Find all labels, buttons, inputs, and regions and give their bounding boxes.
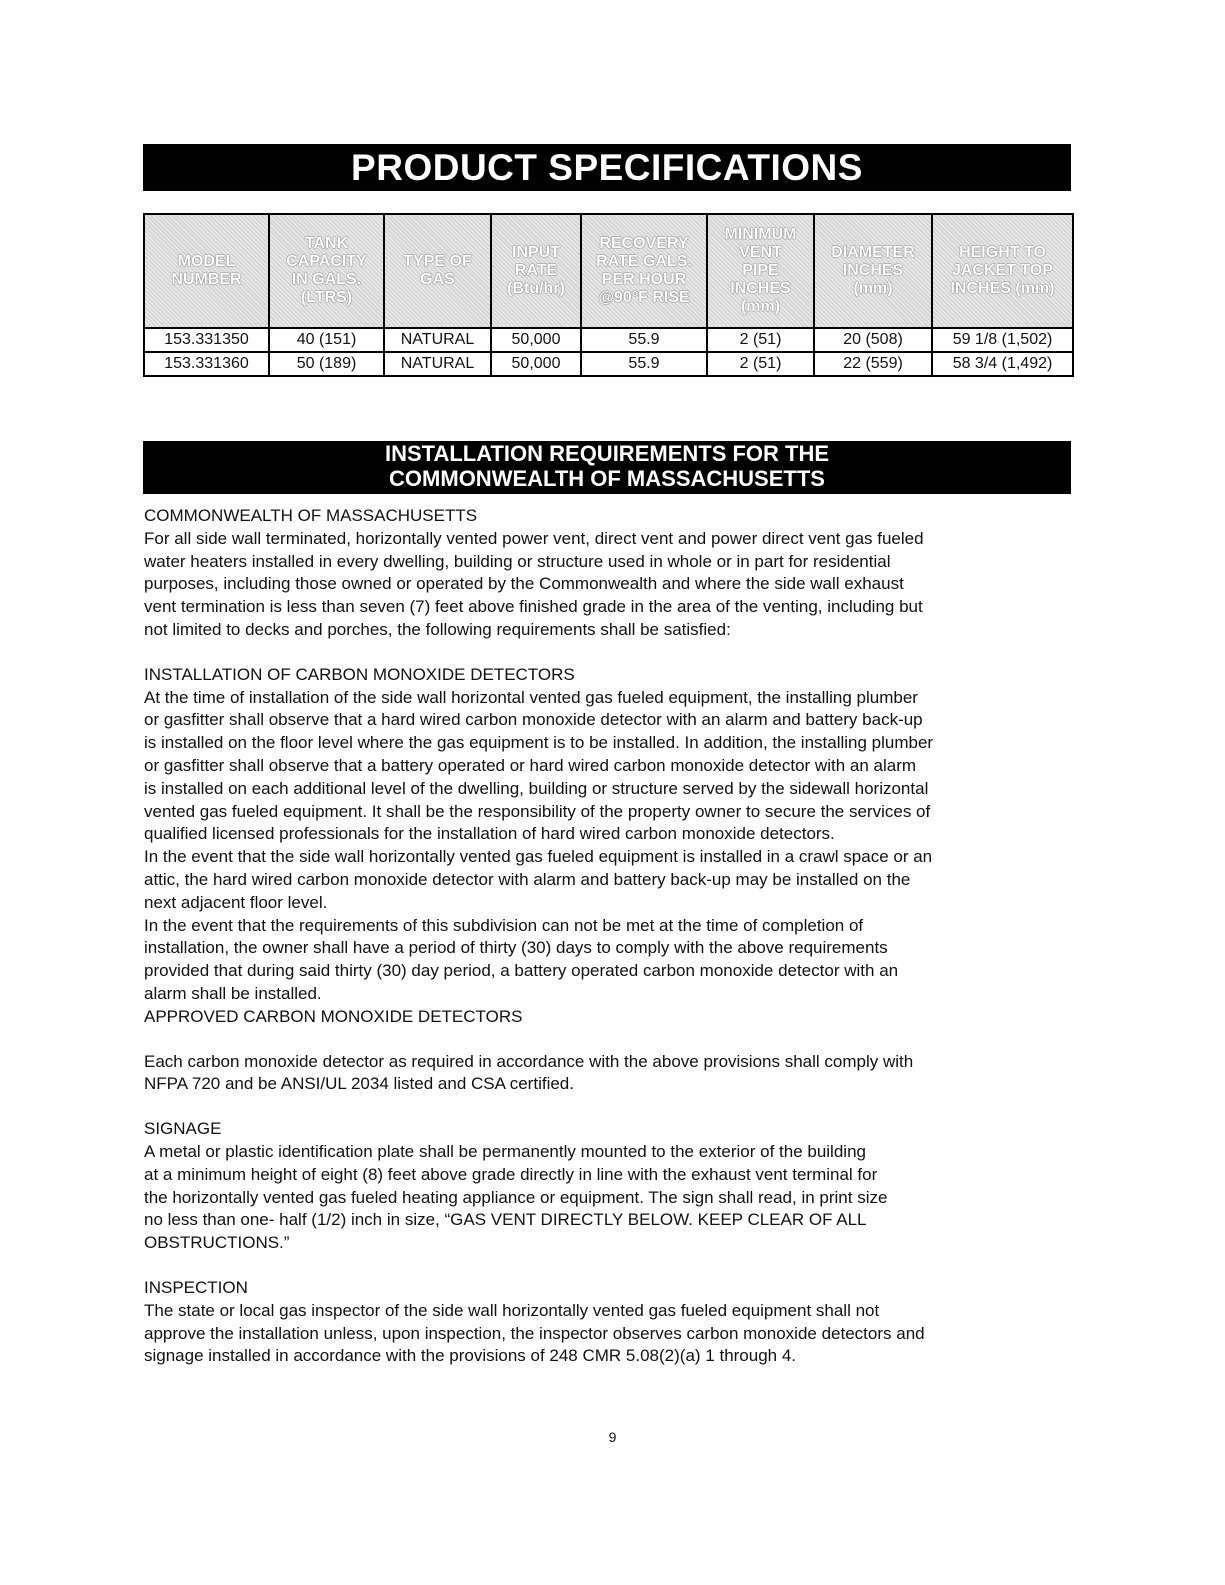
column-header-line: (LTRS) <box>300 289 353 306</box>
section-title-line-2: COMMONWEALTH OF MASSACHUSETTS <box>389 466 825 491</box>
column-header-line: PER HOUR <box>601 271 687 288</box>
table-cell: 40 (151) <box>269 328 384 352</box>
text-line: For all side wall terminated, horizontally vented power vent, direct vent and power direct vent gas fueled <box>144 528 924 548</box>
column-header-line: VENT <box>739 244 782 261</box>
text-line: Each carbon monoxide detector as required in accordance with the above provisions shall comply with <box>144 1051 914 1071</box>
text-line: installation, the owner shall have a period of thirty (30) days to comply with the above requirements <box>144 938 888 958</box>
text-line: not limited to decks and porches, the following requirements shall be satisfied: <box>144 619 731 639</box>
column-header-line: (mm) <box>853 280 893 297</box>
paragraph-commonwealth <box>144 528 1069 642</box>
body-text <box>144 505 1069 1368</box>
table-cell: 153.331360 <box>144 352 269 376</box>
column-header-line: INCHES <box>730 280 791 297</box>
table-cell: 55.9 <box>581 352 707 376</box>
text-line: In the event that the side wall horizontally vented gas fueled equipment is installed in a crawl space or an <box>144 847 933 867</box>
text-line: A metal or plastic identification plate shall be permanently mounted to the exterior of the building <box>144 1141 866 1161</box>
text-line: vented gas fueled equipment. It shall be the responsibility of the property owner to secure the services of <box>144 801 931 821</box>
paragraph-signage <box>144 1141 1069 1255</box>
heading-signage: SIGNAGE <box>144 1119 222 1139</box>
page-title: PRODUCT SPECIFICATIONS <box>351 147 863 188</box>
table-cell: NATURAL <box>384 352 491 376</box>
product-specifications-banner <box>143 144 1071 191</box>
text-line: signage installed in accordance with the provisions of 248 CMR 5.08(2)(a) 1 through 4. <box>144 1346 797 1366</box>
column-header-line: TANK <box>304 235 349 252</box>
text-line: qualified licensed professionals for the installation of hard wired carbon monoxide detectors. <box>144 824 835 844</box>
column-header-line: NUMBER <box>171 271 242 288</box>
column-header-line: JACKET TOP <box>951 262 1054 279</box>
column-header <box>491 214 581 328</box>
table-cell: 55.9 <box>581 328 707 352</box>
text-line: attic, the hard wired carbon monoxide detector with alarm and battery back-up may be installed on the <box>144 869 911 889</box>
column-header <box>932 214 1073 328</box>
column-header-line: MODEL <box>177 253 236 270</box>
table-header-row <box>144 214 1073 328</box>
table-cell: 50,000 <box>491 328 581 352</box>
paragraph-co-detectors <box>144 687 1069 1006</box>
column-header <box>814 214 932 328</box>
heading-co-detectors: INSTALLATION OF CARBON MONOXIDE DETECTORS <box>144 664 575 684</box>
text-line: NFPA 720 and be ANSI/UL 2034 listed and CSA certified. <box>144 1074 574 1094</box>
heading-approved-detectors: APPROVED CARBON MONOXIDE DETECTORS <box>144 1006 523 1026</box>
table-cell: 20 (508) <box>814 328 932 352</box>
column-header <box>384 214 491 328</box>
column-header-line: PIPE <box>742 262 779 279</box>
column-header-line: (Btu/hr) <box>507 280 565 297</box>
text-line: or gasfitter shall observe that a hard wired carbon monoxide detector with an alarm and battery back-up <box>144 710 923 730</box>
text-line: provided that during said thirty (30) day period, a battery operated carbon monoxide detector with an <box>144 961 899 981</box>
text-line: water heaters installed in every dwelling, building or structure used in whole or in part for residential <box>144 551 891 571</box>
page-number: 9 <box>608 1429 617 1445</box>
text-line: alarm shall be installed. <box>144 983 322 1003</box>
column-header-line: INPUT <box>512 244 560 261</box>
text-line: purposes, including those owned or operated by the Commonwealth and where the side wall exhaust <box>144 574 904 594</box>
column-header-line: INCHES (mm) <box>950 280 1055 297</box>
text-line: The state or local gas inspector of the side wall horizontally vented gas fueled equipment shall not <box>144 1300 880 1320</box>
column-header-line: DIAMETER <box>831 244 915 261</box>
text-line: next adjacent floor level. <box>144 892 328 912</box>
column-header <box>707 214 814 328</box>
table-cell: 22 (559) <box>814 352 932 376</box>
paragraph-inspection <box>144 1300 1069 1368</box>
text-line: is installed on the floor level where the gas equipment is to be installed. In addition, the installing plumber <box>144 733 934 753</box>
column-header-line: TYPE OF <box>403 253 472 270</box>
column-header-line: RATE <box>514 262 558 279</box>
table-cell: 153.331350 <box>144 328 269 352</box>
table-cell: NATURAL <box>384 328 491 352</box>
column-header-line: CAPACITY <box>286 253 367 270</box>
text-line: at a minimum height of eight (8) feet above grade directly in line with the exhaust vent terminal for <box>144 1164 878 1184</box>
column-header <box>581 214 707 328</box>
text-line: no less than one- half (1/2) inch in size, “GAS VENT DIRECTLY BELOW. KEEP CLEAR OF ALL <box>144 1210 867 1230</box>
column-header-line: @90°F RISE <box>598 289 690 306</box>
column-header-line: IN GALS. <box>291 271 362 288</box>
column-header <box>269 214 384 328</box>
heading-inspection: INSPECTION <box>144 1277 248 1297</box>
column-header-line: RECOVERY <box>599 235 689 252</box>
table-cell: 2 (51) <box>707 328 814 352</box>
column-header-line: (mm) <box>740 298 781 315</box>
text-line: In the event that the requirements of this subdivision can not be met at the time of completion of <box>144 915 864 935</box>
spec-table <box>143 213 1074 377</box>
table-cell: 58 3/4 (1,492) <box>932 352 1073 376</box>
table-cell: 50,000 <box>491 352 581 376</box>
text-line: or gasfitter shall observe that a battery operated or hard wired carbon monoxide detector with an alarm <box>144 755 917 775</box>
table-row <box>144 352 1073 376</box>
text-line: OBSTRUCTIONS.” <box>144 1233 290 1253</box>
text-line: At the time of installation of the side wall horizontal vented gas fueled equipment, the installing plumber <box>144 687 918 707</box>
text-line: the horizontally vented gas fueled heating appliance or equipment. The sign shall read, in print size <box>144 1187 888 1207</box>
column-header-line: MINIMUM <box>724 226 797 243</box>
table-cell: 59 1/8 (1,502) <box>932 328 1073 352</box>
installation-requirements-banner <box>143 441 1071 494</box>
column-header-line: RATE GALS. <box>596 253 692 270</box>
table-row <box>144 328 1073 352</box>
table-cell: 2 (51) <box>707 352 814 376</box>
column-header <box>144 214 269 328</box>
heading-commonwealth: COMMONWEALTH OF MASSACHUSETTS <box>144 506 478 525</box>
table-cell: 50 (189) <box>269 352 384 376</box>
text-line: approve the installation unless, upon inspection, the inspector observes carbon monoxide detectors and <box>144 1323 925 1343</box>
column-header-line: INCHES <box>842 262 904 279</box>
section-title-line-1: INSTALLATION REQUIREMENTS FOR THE <box>384 441 830 466</box>
column-header-line: GAS <box>420 271 455 288</box>
text-line: is installed on each additional level of the dwelling, building or structure served by the sidewall horizontal <box>144 778 929 798</box>
paragraph-approved-detectors <box>144 1051 1069 1097</box>
column-header-line: HEIGHT TO <box>959 244 1046 261</box>
text-line: vent termination is less than seven (7) feet above finished grade in the area of the venting, including but <box>144 597 923 617</box>
